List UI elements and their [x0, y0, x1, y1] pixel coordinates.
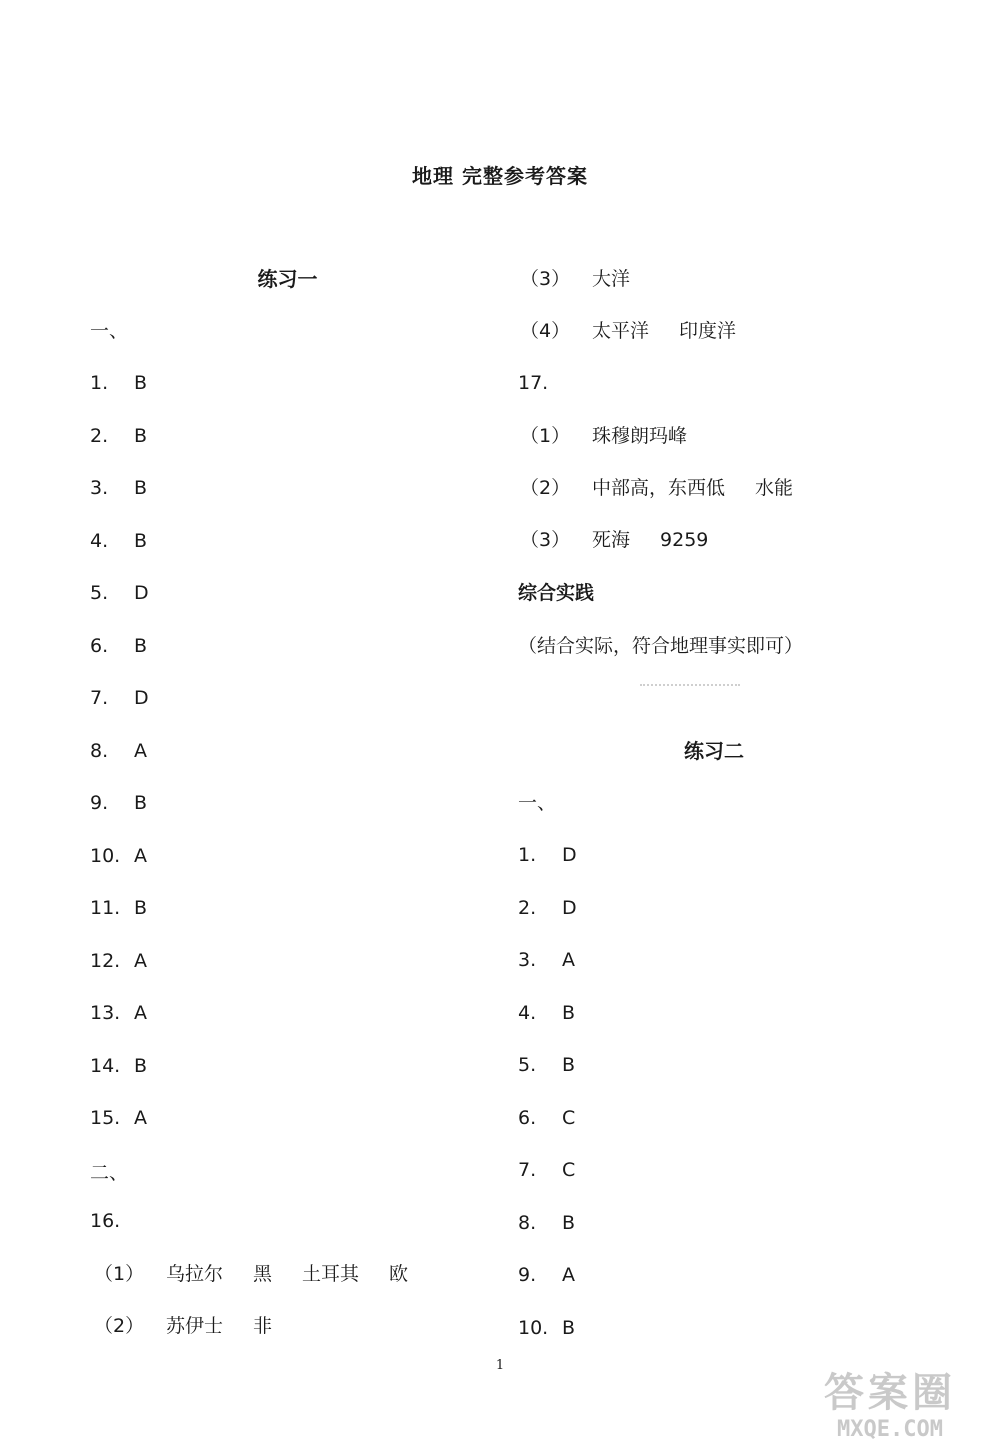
answer-row [518, 1208, 575, 1238]
answer-text: 大洋 [592, 268, 631, 290]
answer-letter: D [562, 844, 577, 866]
answer-text: 水能 [755, 477, 794, 499]
answer-text: 珠穆朗玛峰 [592, 425, 688, 447]
answer-row [90, 946, 147, 976]
answer-letter: D [134, 582, 149, 604]
question-number: 3. [90, 477, 109, 499]
question-number: 11. [90, 897, 121, 919]
question-number: 1. [90, 372, 109, 394]
question-16-1 [94, 1259, 408, 1289]
answer-letter: B [134, 424, 148, 447]
answer-row [90, 421, 147, 451]
answer-letter: A [134, 1002, 147, 1024]
answer-letter: B [134, 372, 148, 394]
question-16-3 [520, 264, 630, 294]
question-17-2 [520, 473, 793, 503]
answer-letter: C [562, 1106, 576, 1129]
question-number: 9. [90, 792, 109, 814]
answer-row [518, 998, 575, 1028]
question-16-2 [94, 1311, 272, 1341]
answer-row [518, 1103, 575, 1133]
answer-text: 苏伊士 [166, 1315, 224, 1337]
answer-row [518, 1050, 575, 1080]
subquestion-label: （4） [520, 320, 571, 342]
faint-scan-mark [640, 684, 740, 692]
question-number: 4. [518, 1001, 537, 1024]
page-title: 地理 完整参考答案 [412, 164, 588, 188]
exercise-2-heading: 练习二 [684, 739, 744, 763]
answer-row [90, 526, 147, 556]
question-number: 15. [90, 1107, 121, 1129]
question-17-3 [520, 525, 708, 555]
section-1-label: 一、 [518, 792, 557, 814]
section-1-label: 一、 [90, 320, 129, 342]
answer-letter: C [562, 1159, 576, 1181]
answer-row [518, 1313, 575, 1343]
answer-row [90, 998, 147, 1028]
answer-text: 土耳其 [302, 1263, 360, 1285]
question-number: 6. [518, 1106, 537, 1129]
question-16-number: 16. [90, 1210, 121, 1232]
question-number: 2. [518, 896, 537, 919]
question-number: 7. [518, 1159, 537, 1181]
answer-letter: D [562, 896, 577, 919]
page-number: 1 [495, 1358, 505, 1373]
answer-row [518, 1260, 575, 1290]
answer-letter: B [562, 1211, 576, 1234]
answer-row [90, 631, 147, 661]
subquestion-label: （1） [94, 1263, 145, 1285]
answer-text: 乌拉尔 [166, 1263, 224, 1285]
answer-letter: B [562, 1054, 576, 1076]
answer-row [518, 840, 577, 870]
watermark-text: 答案圈 [824, 1370, 956, 1416]
answer-letter: B [134, 529, 148, 552]
answer-row [518, 893, 577, 923]
question-number: 5. [90, 582, 109, 604]
answer-letter: A [562, 1264, 575, 1286]
question-number: 12. [90, 949, 121, 972]
question-17-number: 17. [518, 372, 549, 394]
question-number: 6. [90, 634, 109, 657]
answer-text: 黑 [253, 1263, 273, 1285]
question-number: 7. [90, 687, 109, 709]
subquestion-label: （1） [520, 425, 571, 447]
answer-text: 中部高，东西低 [592, 477, 726, 499]
answer-row [90, 788, 147, 818]
answer-row [90, 683, 149, 713]
exercise-1-heading: 练习一 [257, 267, 318, 291]
practice-heading: 综合实践 [518, 582, 595, 604]
answer-letter: B [562, 1316, 576, 1339]
subquestion-label: （2） [94, 1315, 145, 1337]
answer-row [90, 1103, 147, 1133]
subquestion-label: （3） [520, 529, 571, 551]
answer-letter: B [134, 792, 148, 814]
answer-letter: B [134, 477, 148, 499]
question-number: 5. [518, 1054, 537, 1076]
answer-row [518, 1155, 575, 1185]
question-16-4 [520, 316, 736, 346]
answer-letter: B [134, 897, 148, 919]
question-number: 1. [518, 844, 537, 866]
answer-letter: B [562, 1001, 576, 1024]
question-number: 8. [90, 739, 109, 762]
answer-text: 太平洋 [592, 320, 650, 342]
answer-text: 欧 [389, 1263, 409, 1285]
question-17-1 [520, 421, 687, 451]
practice-note: （结合实际，符合地理事实即可） [518, 635, 804, 657]
watermark-url: MXQE.COM [837, 1417, 943, 1442]
answer-row [90, 736, 147, 766]
subquestion-label: （2） [520, 477, 571, 499]
answer-letter: A [134, 739, 147, 762]
answer-letter: A [134, 1107, 147, 1129]
answer-letter: A [134, 949, 147, 972]
question-number: 13. [90, 1002, 121, 1024]
question-number: 10. [518, 1316, 549, 1339]
answer-row [90, 578, 149, 608]
subquestion-label: （3） [520, 268, 571, 290]
watermark-logo [790, 1368, 990, 1448]
question-number: 9. [518, 1264, 537, 1286]
answer-text: 9259 [660, 529, 709, 551]
question-number: 4. [90, 529, 109, 552]
question-number: 3. [518, 949, 537, 971]
answer-row [90, 473, 147, 503]
question-number: 8. [518, 1211, 537, 1234]
answer-row [518, 945, 575, 975]
answer-text: 死海 [592, 529, 631, 551]
question-number: 14. [90, 1054, 121, 1077]
question-number: 10. [90, 844, 121, 867]
answer-row [90, 368, 147, 398]
answer-letter: B [134, 1054, 148, 1077]
answer-letter: A [134, 844, 147, 867]
answer-row [90, 1051, 147, 1081]
answer-letter: B [134, 634, 148, 657]
section-2-label: 二、 [90, 1162, 129, 1184]
answer-text: 印度洋 [679, 320, 737, 342]
answer-letter: A [562, 949, 575, 971]
answer-row [90, 841, 147, 871]
answer-letter: D [134, 687, 149, 709]
answer-text: 非 [253, 1315, 273, 1337]
question-number: 2. [90, 424, 109, 447]
answer-row [90, 893, 147, 923]
